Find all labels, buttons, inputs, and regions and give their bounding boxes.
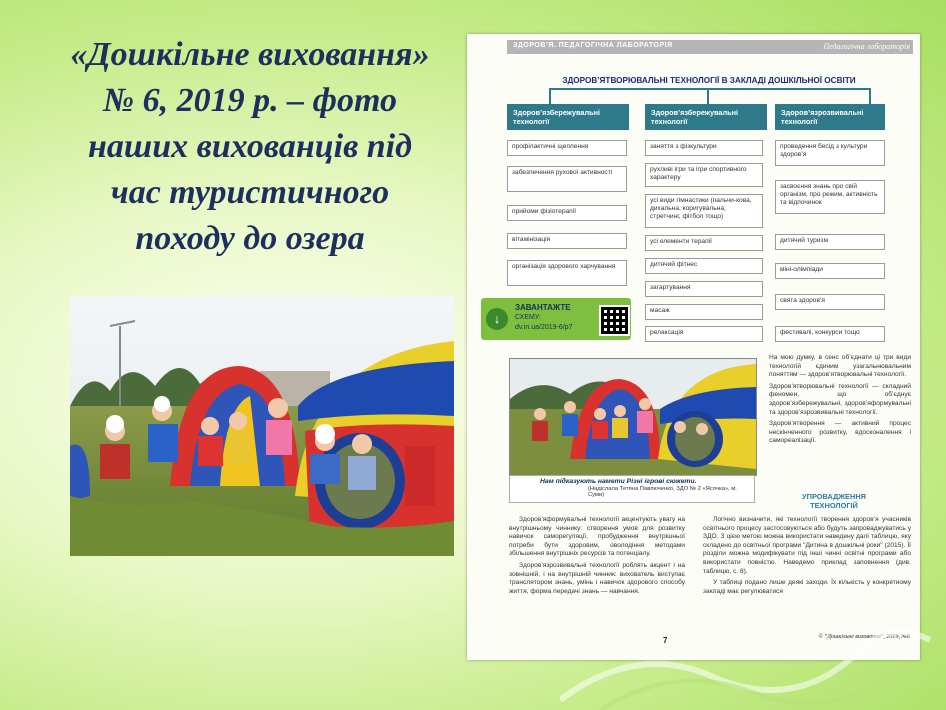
scheme-item: забезпечення рухової активності [507, 166, 627, 192]
scheme-item: профілактичні щеплення [507, 140, 627, 156]
page-number: 7 [663, 636, 668, 645]
scheme-item: вітамінізація [507, 233, 627, 249]
scheme-item: дитячий фітнес [645, 258, 763, 274]
paragraph: Здоров’ятворювальні технології — складний феномен, що об’єднує здоров’язбережувальні, здоров’яформувальні та здоров’язрозвивальні технології. [769, 382, 911, 416]
download-subtitle: СХЕМУ: [515, 314, 542, 321]
scheme-item: усі елементи терапії [645, 235, 763, 251]
section-title: УПРОВАДЖЕННЯ ТЕХНОЛОГІЙ [802, 492, 866, 510]
scheme-item: організація здорового харчування [507, 260, 627, 286]
title-line: походу до озера [135, 220, 365, 257]
slide-title [40, 32, 460, 262]
paragraph: Здоров’язрозвивальні технології роблять акцент і на зовнішній, і на внутрішній чинник: вихователь виступає транслятором знань, умінь і навичок здорового способу життя, форма передачі знань — навчання. [509, 561, 685, 595]
photo-caption: Нам підказують намети Різні ігрові сюжети. [540, 478, 697, 485]
paragraph: Здоров’яформувальні технології акцентують увагу на внутрішньому чиннику: створення умов для розвитку навичок саморегуляції, пробудження внутрішньої потреби бути здоровим, оволодіння методами збільшення внутрішніх ресурсів та потенціалу. [509, 516, 685, 558]
scheme-item: міні-олімпіади [775, 263, 885, 279]
scheme-item: прийоми фізіотерапії [507, 205, 627, 221]
magazine-page [467, 34, 920, 660]
article-title: ЗДОРОВ’ЯТВОРЮВАЛЬНІ ТЕХНОЛОГІЇ В ЗАКЛАДІ ДОШКІЛЬНОЇ ОСВІТИ [562, 76, 856, 85]
scheme-item: фестивалі, конкурси тощо [775, 326, 885, 342]
title-line: № 6, 2019 р. – фото [103, 82, 397, 119]
paragraph: На мою думку, в сенс об’єднати ці три види технологій єдиним узагальнювальним поняттям — здоров’ятворювальні технології. [769, 354, 911, 379]
paragraph: Логічно визначити, які технології творення здоров’я учасників освітнього процесу застосовуються або будуть запроваджуватись у ЗДО. З цією метою можна використати наведену далі таблицю, яку складено до освітньої програми "Дитина в дошкільні роки" (2015). Її розділи можна модифікувати під інші чинні освітні програми або використати повністю. Наведемо приклад заповнення (див. таблицю, с. 8). [703, 516, 911, 575]
title-line: «Дошкільне виховання» [70, 36, 430, 73]
title-line: час туристичного [110, 174, 390, 211]
scheme-item: масаж [645, 304, 763, 320]
scheme-item: релаксація [645, 326, 763, 342]
left-bottom-text [509, 516, 685, 596]
photo-illustration [70, 296, 454, 556]
paragraph: Здоров’ятворення — активний процес нескінченного розвитку, вдосконалення і самореалізації. [769, 420, 911, 445]
download-title: ЗАВАНТАЖТЕ [515, 303, 571, 312]
scheme-item: рухливі ігри та ігри спортивного характеру [645, 163, 763, 187]
header-left: ЗДОРОВ’Я. ПЕДАГОГІЧНА ЛАБОРАТОРІЯ [513, 42, 673, 49]
inner-photo-illustration [510, 359, 756, 475]
download-link[interactable]: dv.in.ua/2019-6/p7 [515, 324, 573, 331]
scheme-item: заняття з фізкультури [645, 140, 763, 156]
title-line: наших вихованців під [88, 128, 412, 165]
column-heading: Здоров’язрозвивальні технології [775, 104, 885, 130]
right-bottom-text [703, 516, 911, 596]
download-scheme-box[interactable] [481, 298, 631, 340]
scheme-item: усі види гімнастики (пальчи-кова, дихальна, коригувальна, стретчинг, фітбол тощо) [645, 194, 763, 228]
children-tents-photo [70, 296, 454, 556]
scheme-item: свята здоров’я [775, 294, 885, 310]
decorative-swirl-icon [560, 610, 940, 710]
scheme-item: засвоєння знань про свій організм, про режим, активність та відпочинок [775, 180, 885, 214]
photo-credit: (Надіслала Тетяна Павлюченко, ЗДО № 2 «Ясочка», м. Суми) [588, 486, 737, 498]
connector [549, 88, 869, 90]
header-right: Педагогічна лабораторія [823, 42, 910, 51]
scheme-item: дитячий туризм [775, 234, 885, 250]
scheme-item: проведення бесід з культури здоров’я [775, 140, 885, 166]
qr-code-icon [599, 305, 630, 336]
inner-photo [509, 358, 757, 476]
footer-copyright: © "Дошкільне виховання", 2019, №6 [818, 634, 910, 640]
right-column-text [769, 354, 911, 446]
download-arrow-icon: ↓ [486, 308, 508, 330]
scheme-item: загартування [645, 281, 763, 297]
column-heading: Здоров’язбережувальні технології [645, 104, 767, 130]
paragraph: У таблиці подано лише деякі заходи. Їх кількість у конкретному закладі має регулюватися [703, 579, 911, 595]
column-heading: Здоров’язбережувальні технології [507, 104, 629, 130]
photo-caption-box [509, 475, 755, 503]
